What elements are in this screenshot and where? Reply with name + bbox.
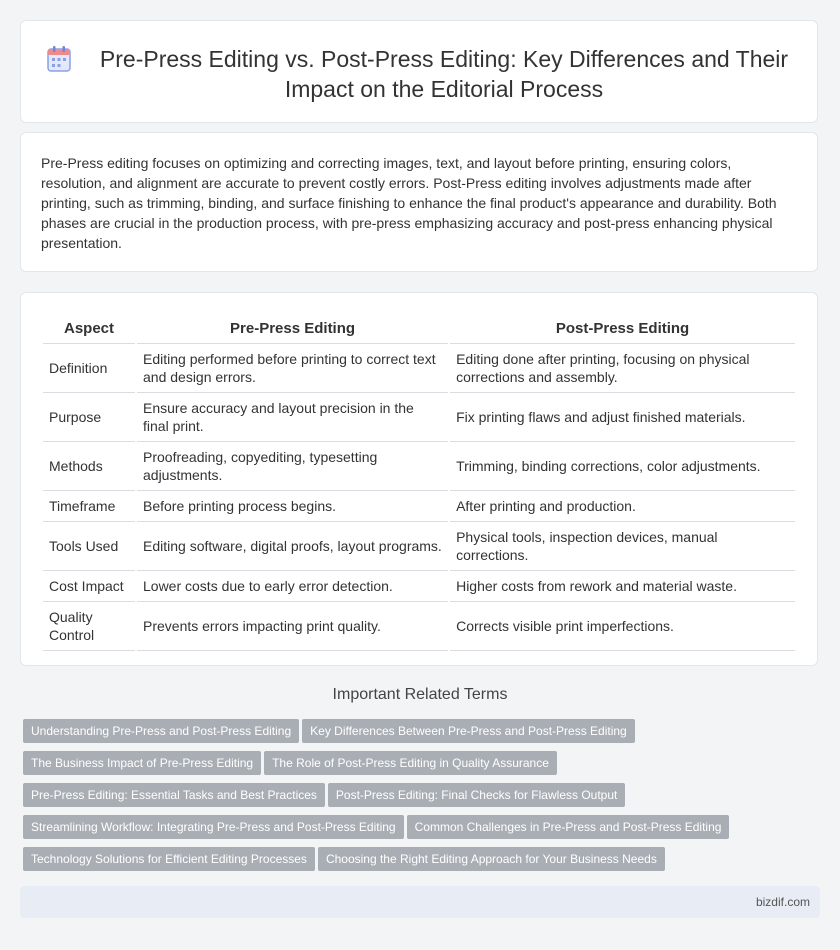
post-press-cell: Trimming, binding corrections, color adjustments. bbox=[450, 442, 795, 491]
aspect-cell: Definition bbox=[43, 344, 135, 393]
pre-press-cell: Editing performed before printing to correct text and design errors. bbox=[137, 344, 448, 393]
footer-site-link[interactable]: bizdif.com bbox=[755, 895, 810, 909]
post-press-cell: Physical tools, inspection devices, manual corrections. bbox=[450, 522, 795, 571]
post-press-cell: Corrects visible print imperfections. bbox=[450, 602, 795, 651]
pre-press-cell: Ensure accuracy and layout precision in the final print. bbox=[137, 393, 448, 442]
pre-press-cell: Prevents errors impacting print quality. bbox=[137, 602, 448, 651]
header-post-press: Post-Press Editing bbox=[450, 313, 795, 344]
header-pre-press: Pre-Press Editing bbox=[137, 313, 448, 344]
table-row bbox=[43, 344, 795, 393]
pre-press-cell: Before printing process begins. bbox=[137, 491, 448, 522]
header-card bbox=[20, 20, 818, 123]
table-row bbox=[43, 393, 795, 442]
intro-text: Pre-Press editing focuses on optimizing and correcting images, text, and layout before printing, ensuring colors, resolution, and alignment are accurate to prevent costly errors. Post-Press editing involves adjustments made after printing, such as trimming, binding, and surface finishing to enhance the final product's appearance and durability. Both phases are crucial in the production process, with pre-press emphasizing accuracy and post-press enhancing physical presentation. bbox=[41, 155, 777, 251]
post-press-cell: Higher costs from rework and material waste. bbox=[450, 571, 795, 602]
related-term-link[interactable]: The Business Impact of Pre-Press Editing bbox=[23, 751, 261, 775]
related-term-link[interactable]: Pre-Press Editing: Essential Tasks and Best Practices bbox=[23, 783, 325, 807]
table-row bbox=[43, 442, 795, 491]
aspect-cell: Timeframe bbox=[43, 491, 135, 522]
related-terms-list bbox=[23, 719, 823, 879]
table-row bbox=[43, 571, 795, 602]
related-term-link[interactable]: Choosing the Right Editing Approach for Your Business Needs bbox=[318, 847, 665, 871]
pre-press-cell: Lower costs due to early error detection. bbox=[137, 571, 448, 602]
aspect-cell: Methods bbox=[43, 442, 135, 491]
intro-card bbox=[20, 132, 818, 272]
post-press-cell: Editing done after printing, focusing on physical corrections and assembly. bbox=[450, 344, 795, 393]
related-term-link[interactable]: Streamlining Workflow: Integrating Pre-Press and Post-Press Editing bbox=[23, 815, 404, 839]
table-row bbox=[43, 522, 795, 571]
pre-press-cell: Editing software, digital proofs, layout programs. bbox=[137, 522, 448, 571]
pre-press-cell: Proofreading, copyediting, typesetting adjustments. bbox=[137, 442, 448, 491]
related-term-link[interactable]: The Role of Post-Press Editing in Quality Assurance bbox=[264, 751, 557, 775]
table-row bbox=[43, 491, 795, 522]
related-term-link[interactable]: Post-Press Editing: Final Checks for Flawless Output bbox=[328, 783, 625, 807]
calendar-icon bbox=[47, 46, 71, 72]
aspect-cell: Cost Impact bbox=[43, 571, 135, 602]
comparison-card bbox=[20, 292, 818, 666]
page-title: Pre-Press Editing vs. Post-Press Editing: Key Differences and Their Impact on the Editorial Process bbox=[99, 46, 789, 102]
related-term-link[interactable]: Understanding Pre-Press and Post-Press Editing bbox=[23, 719, 299, 743]
aspect-cell: Tools Used bbox=[43, 522, 135, 571]
table-header-row bbox=[43, 313, 795, 344]
header-aspect: Aspect bbox=[43, 313, 135, 344]
related-terms-title: Important Related Terms bbox=[332, 686, 508, 703]
related-term-link[interactable]: Key Differences Between Pre-Press and Post-Press Editing bbox=[302, 719, 635, 743]
aspect-cell: Quality Control bbox=[43, 602, 135, 651]
related-term-link[interactable]: Common Challenges in Pre-Press and Post-Press Editing bbox=[407, 815, 730, 839]
post-press-cell: After printing and production. bbox=[450, 491, 795, 522]
post-press-cell: Fix printing flaws and adjust finished materials. bbox=[450, 393, 795, 442]
comparison-table bbox=[41, 313, 797, 651]
related-term-link[interactable]: Technology Solutions for Efficient Editing Processes bbox=[23, 847, 315, 871]
aspect-cell: Purpose bbox=[43, 393, 135, 442]
footer bbox=[20, 886, 820, 918]
table-row bbox=[43, 602, 795, 651]
